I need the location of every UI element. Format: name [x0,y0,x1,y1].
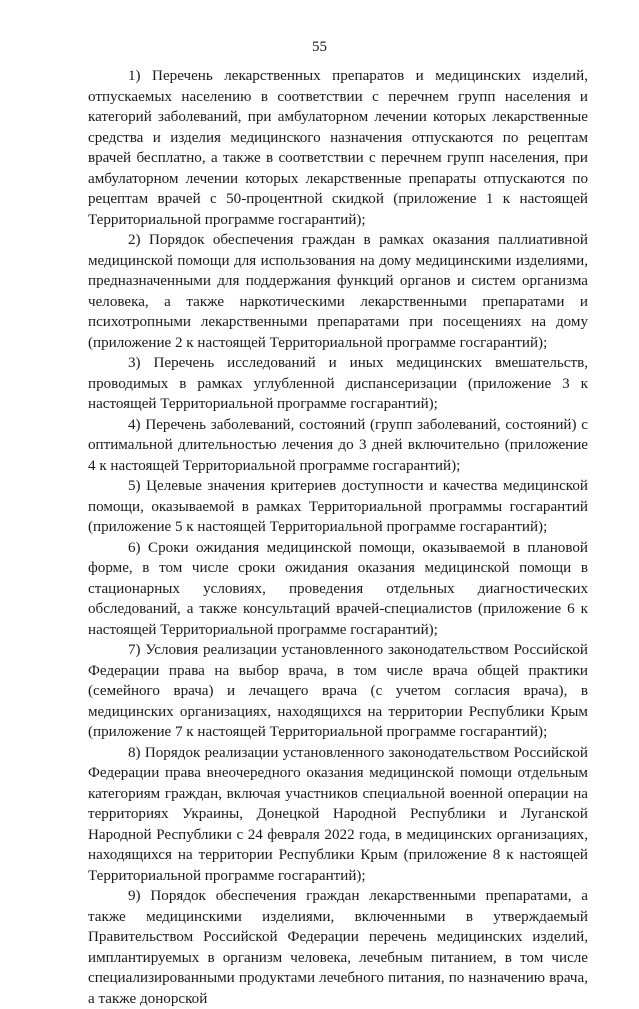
list-item-6: 6) Сроки ожидания медицинской помощи, оказываемой в плановой форме, в том числе сроки ожидания оказания медицинской помощи в стационарных условиях, проведения отдельных диагностических обследований, а также консультаций врачей-специалистов (приложение 6 к настоящей Территориальной программе госгарантий); [88,539,588,638]
list-item-4: 4) Перечень заболеваний, состояний (групп заболеваний, состояний) с оптимальной длительностью лечения до 3 дней включительно (приложение 4 к настоящей Территориальной программе госгарантий); [88,416,588,474]
list-item-9: 9) Порядок обеспечения граждан лекарственными препаратами, а также медицинскими изделиями, включенными в утверждаемый Правительством Российской Федерации перечень медицинских изделий, имплантируемых в организм человека, лечебным питанием, в том числе специализированными продуктами лечебного питания, по назначению врача, а также донорской [88,888,588,1007]
list-item-5: 5) Целевые значения критериев доступности и качества медицинской помощи, оказываемой в рамках Территориальной программы госгарантий (приложение 5 к настоящей Территориальной программе госгарантий); [88,478,588,535]
document-body [88,66,588,1009]
list-item-8: 8) Порядок реализации установленного законодательством Российской Федерации права внеочередного оказания медицинской помощи отдельным категориям граждан, включая участников специальной военной операции на территориях Украины, Донецкой Народной Республики и Луганской Народной Республики с 24 февраля 2022 года, в медицинских организациях, находящихся на территории Республики Крым (приложение 8 к настоящей Территориальной программе госгарантий); [88,744,588,884]
page-number: 55 [312,39,327,55]
list-item-3: 3) Перечень исследований и иных медицинских вмешательств, проводимых в рамках углубленной диспансеризации (приложение 3 к настоящей Территориальной программе госгарантий); [88,355,588,412]
list-item-1: 1) Перечень лекарственных препаратов и медицинских изделий, отпускаемых населению в соответствии с перечнем групп населения и категорий заболеваний, при амбулаторном лечении которых лекарственные средства и изделия медицинского назначения отпускаются по рецептам врачей бесплатно, а также в соответствии с перечнем групп населения, при амбулаторном лечении которых лекарственные препараты отпускаются по рецептам врачей с 50-процентной скидкой (приложение 1 к настоящей Территориальной программе госгарантий); [88,68,588,228]
list-item-7: 7) Условия реализации установленного законодательством Российской Федерации права на выбор врача, в том числе врача общей практики (семейного врача) и лечащего врача (с учетом согласия врача), в медицинских организациях, находящихся на территории Республики Крым (приложение 7 к настоящей Территориальной программе госгарантий); [88,642,588,740]
list-item-2: 2) Порядок обеспечения граждан в рамках оказания паллиативной медицинской помощи для использования на дому медицинскими изделиями, предназначенными для поддержания функций органов и систем организма человека, а также наркотическими лекарственными препаратами и психотропными лекарственными препаратами при посещениях на дому (приложение 2 к настоящей Территориальной программе госгарантий); [88,232,588,351]
